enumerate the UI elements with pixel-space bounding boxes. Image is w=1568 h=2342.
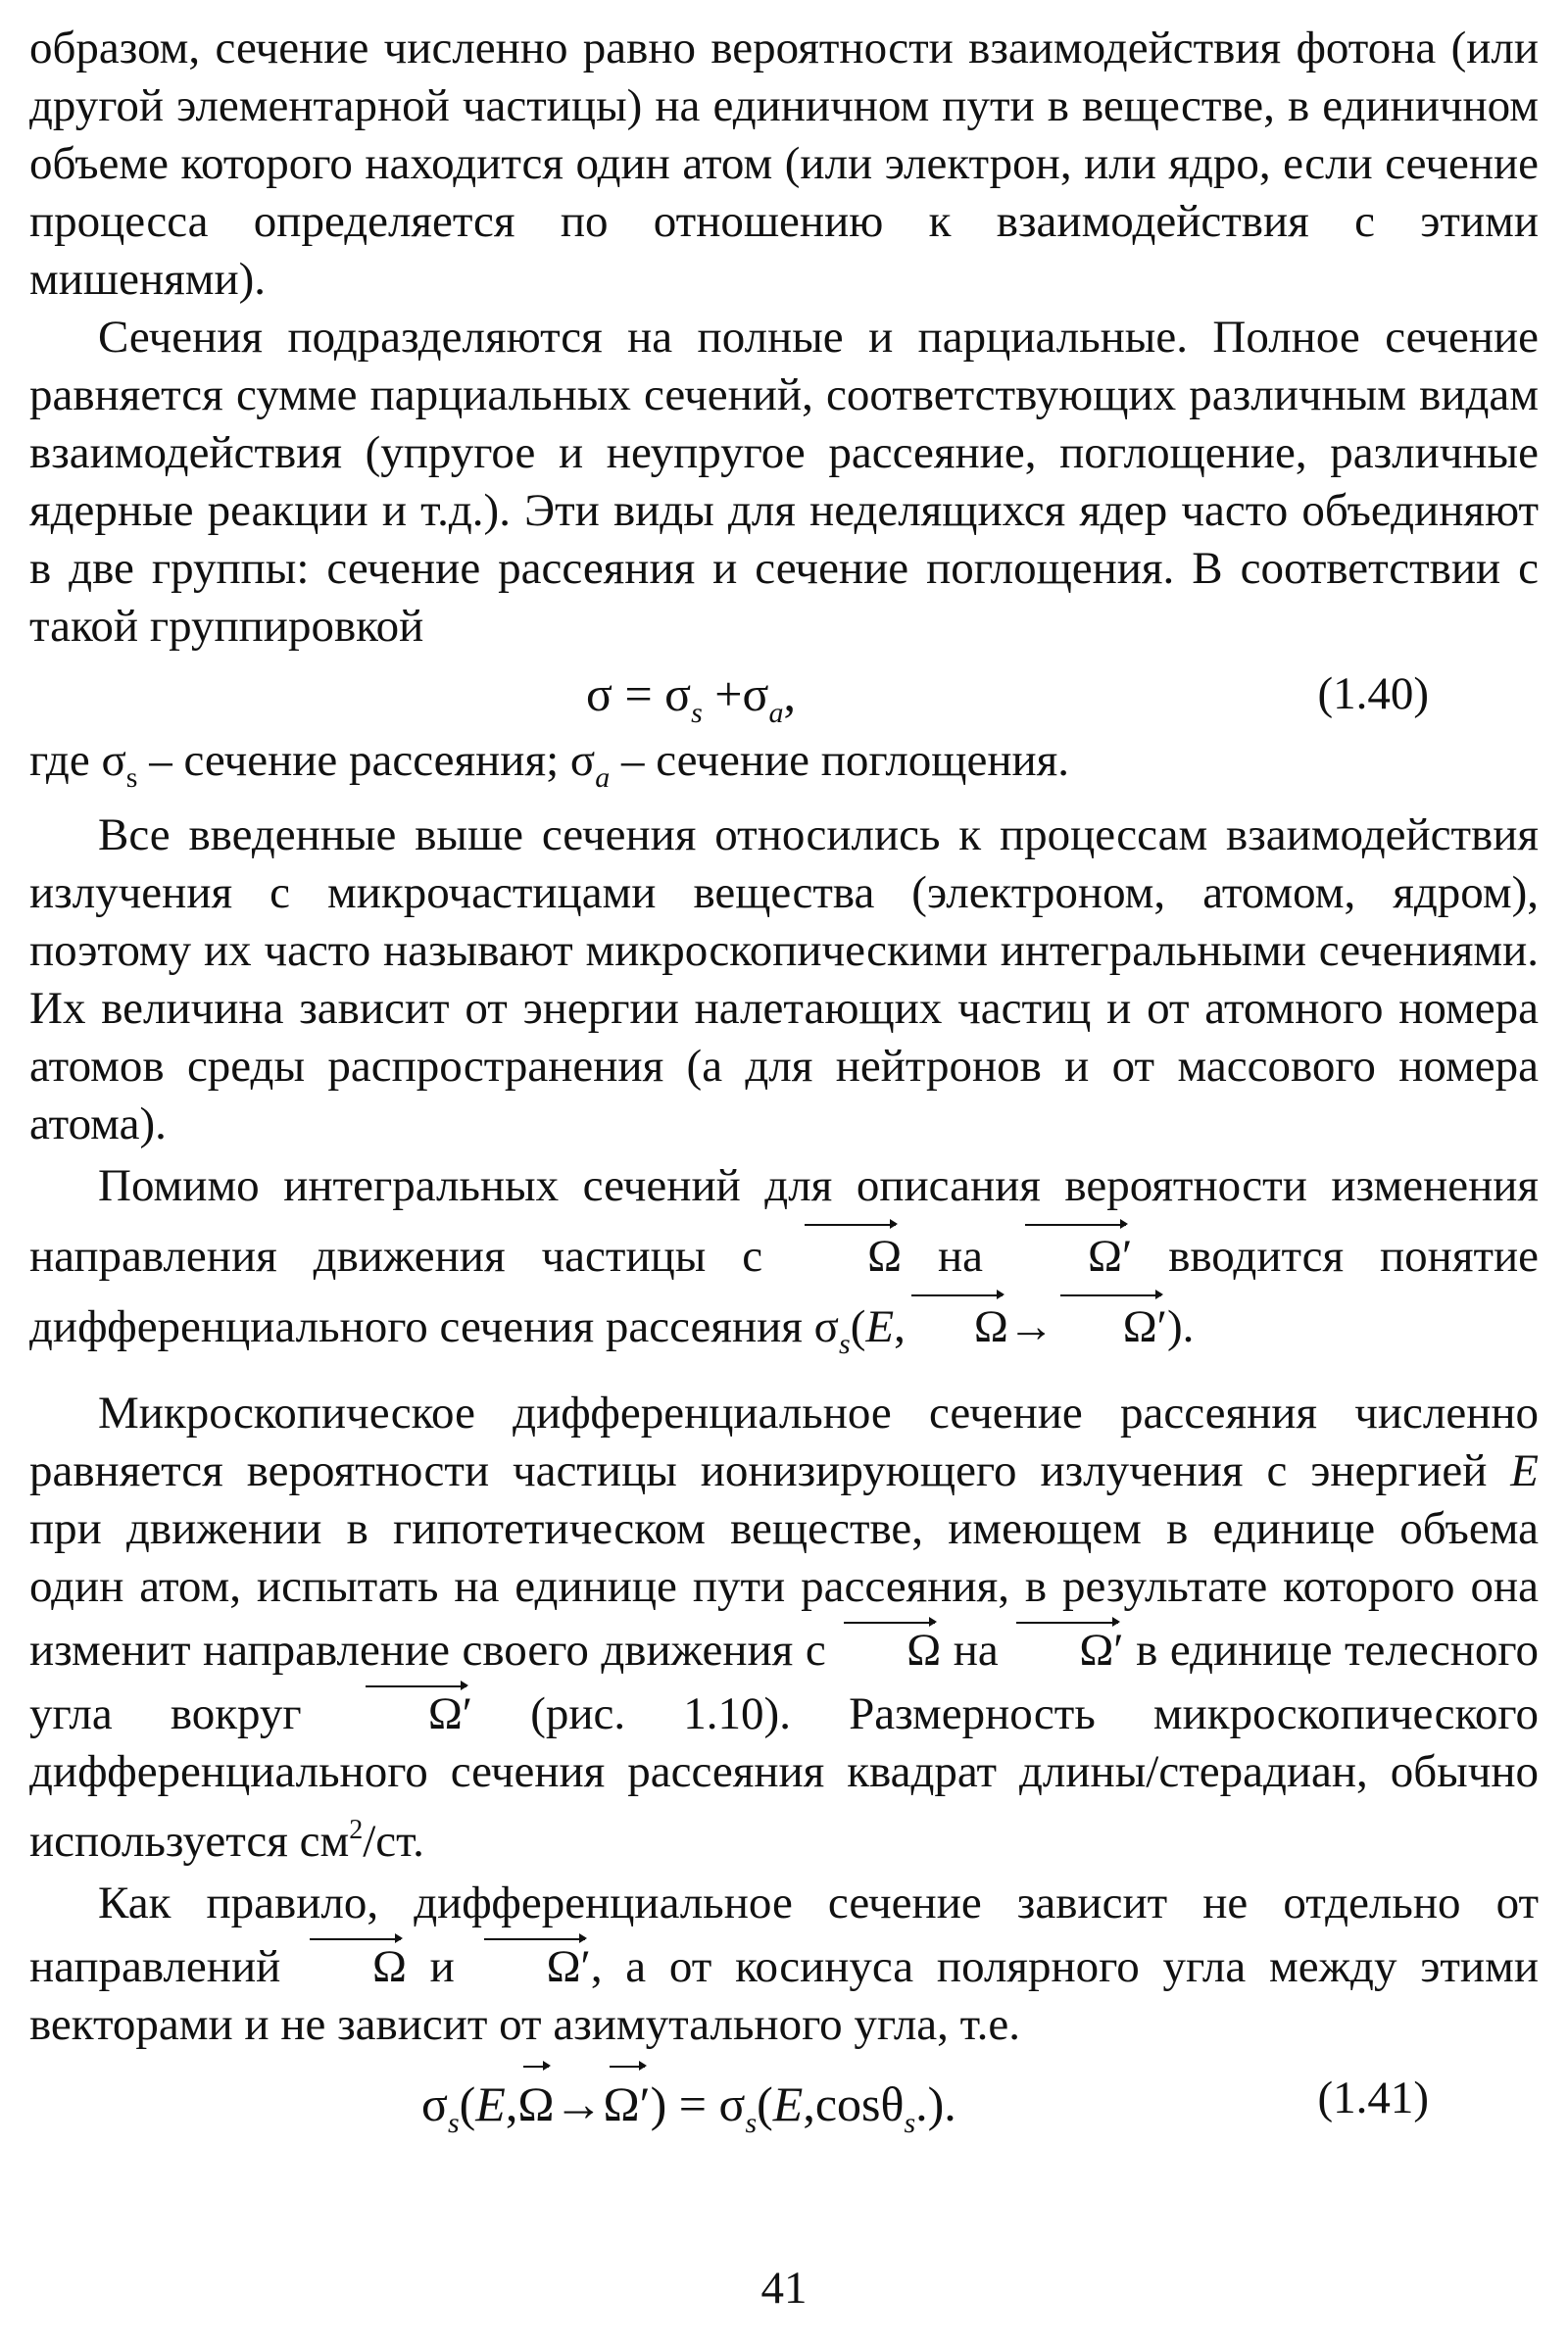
- paragraph-3: где $\sigma_s$ – сечение рассеяния; $\sigma_a$ – сечение поглощения.: [29, 735, 1069, 794]
- paragraph-2: Сечения подразделяются на полные и парциальные. Полное сечение равняется сумме парциальных сечений, соответствующих различным видам взаимодействия (упругое и неупругое рассеяние, поглощение, различные ядерные реакции и т.д.). Эти виды для неделящихся ядер часто объединяют в две группы: сечение рассеяния и сечение поглощения. В соответствии с такой группировкой: [29, 312, 1539, 652]
- paragraph-1: образом, сечение численно равно вероятности взаимодействия фотона (или другой элементарной частицы) на единичном пути в веществе, в единичном объеме которого находится один атом (или электрон, или ядро, если сечение процесса определяется по отношению к взаимодействия с этими мишенями).: [29, 23, 1539, 305]
- scatter-cross-section-inline: $\sigma_s(E$, Ω→ Ω′).: [814, 1301, 1195, 1352]
- equation-1-40-number: (1.40): [1317, 668, 1429, 719]
- paragraph-6: Микроскопическое дифференциальное сечение рассеяния численно равняется вероятности частицы ионизирующего излучения с энергией E при движении в гипотетическом веществе, имеющем в единице объема один атом, испытать на единице пути рассеяния, в результате которого она изменит направление своего движения с Ω на Ω′ в единице телесного угла вокруг Ω′ (рис. 1.10). Размерность микроскопического дифференциального сечения рассеяния квадрат длины/стерадиан, обычно используется $см^2/ст$.: [29, 1388, 1540, 1867]
- document-page: [29, 20, 1540, 2139]
- paragraph-7: Как правило, дифференциальное сечение зависит не отдельно от направлений Ω и Ω′, а от косинуса полярного угла между этими векторами и не зависит от азимутального угла, т.е.: [29, 1878, 1539, 2050]
- equation-1-41-number: (1.41): [1317, 2073, 1429, 2123]
- equation-1-41: [29, 2060, 1539, 2139]
- paragraph-4: Все введенные выше сечения относились к процессам взаимодействия излучения с микрочастицами вещества (электроном, атомом, ядром), поэтому их часто называют микроскопическими интегральными сечениями. Их величина зависит от энергии налетающих частиц и от атомного номера атомов среды распространения (а для нейтронов и от массового номера атома).: [29, 809, 1539, 1149]
- equation-1-40-formula: $\sigma = \sigma_s +\sigma_a$,: [586, 666, 796, 729]
- omega-prime-vector: Ω′: [1019, 1218, 1132, 1289]
- equation-1-40: [29, 656, 1539, 732]
- page-number: 41: [760, 2263, 808, 2314]
- omega-vector: Ω: [799, 1218, 902, 1289]
- paragraph-5: Помимо интегральных сечений для описания вероятности изменения направления движения частицы с Ω на Ω′ вводится понятие дифференциального сечения рассеяния $\sigma_s(E$, Ω→ Ω′).: [29, 1160, 1540, 1360]
- equation-1-41-formula: $\sigma_s(E,\Omega\to\Omega') = \sigma_s(E,\cos\theta_s.)$.: [421, 2060, 956, 2162]
